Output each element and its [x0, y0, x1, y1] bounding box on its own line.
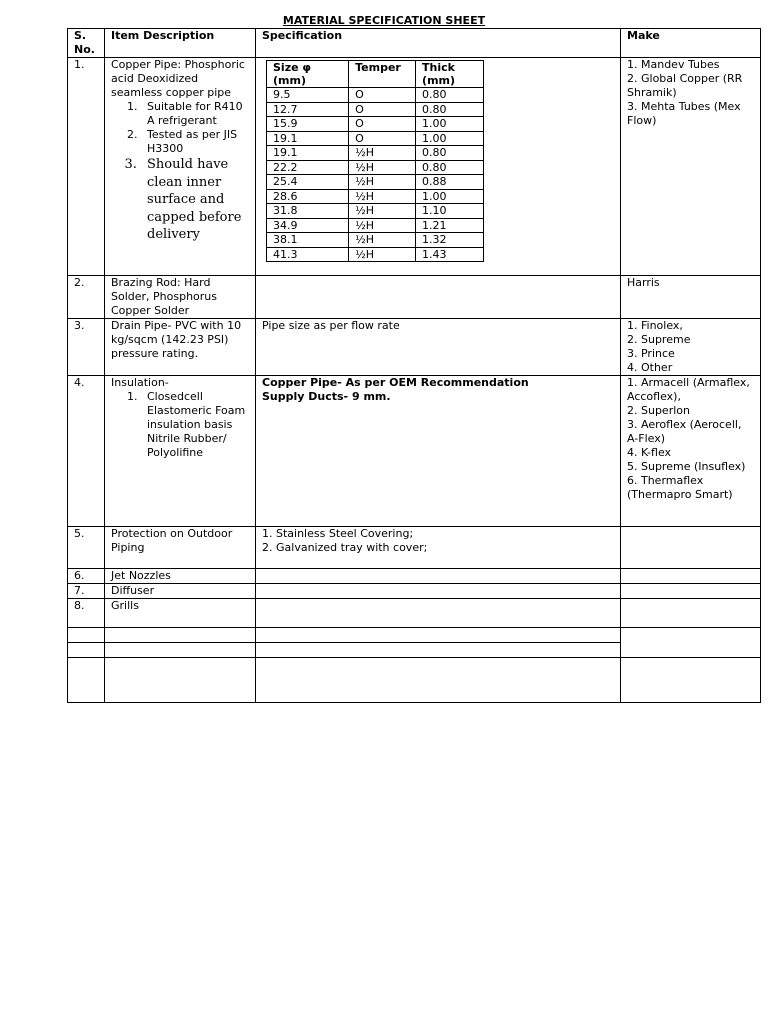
row-specification [256, 276, 621, 319]
make-item: 4. K-flex [627, 446, 672, 459]
make-item: 1. Finolex, [627, 319, 683, 332]
pipe-size-value: 25.4 [267, 175, 349, 190]
row-specification [256, 58, 621, 276]
row-specification [256, 569, 621, 584]
temper-value: ½H [349, 218, 416, 233]
empty-cell [256, 643, 621, 658]
row-item-description: Jet Nozzles [105, 569, 256, 584]
pipe-size-row [267, 88, 484, 103]
list-item: 3. Should have clean inner surface and capped before delivery [141, 156, 249, 244]
spec-line: Supply Ducts- 9 mm. [262, 390, 391, 403]
pipe-size-value: 28.6 [267, 189, 349, 204]
make-item: 3. Mehta Tubes (Mex Flow) [627, 100, 741, 127]
row-make [621, 527, 761, 569]
temper-value: ½H [349, 175, 416, 190]
page-title: MATERIAL SPECIFICATION SHEET [282, 14, 486, 27]
pipe-size-table [266, 60, 484, 262]
temper-value: ½H [349, 204, 416, 219]
make-item: 2. Superlon [627, 404, 690, 417]
empty-cell [256, 628, 621, 643]
empty-cell [105, 643, 256, 658]
pipe-size-value: 22.2 [267, 160, 349, 175]
row-make [621, 376, 761, 527]
row-sno: 2. [68, 276, 105, 319]
temper-value: O [349, 131, 416, 146]
temper-value: ½H [349, 247, 416, 262]
thickness-value: 1.21 [416, 218, 484, 233]
thickness-value: 1.43 [416, 247, 484, 262]
temper-value: ½H [349, 233, 416, 248]
pipe-size-value: 41.3 [267, 247, 349, 262]
spec-line: Copper Pipe- As per OEM Recommendation [262, 376, 529, 389]
row-item-description [105, 58, 256, 276]
row-item-description: Brazing Rod: Hard Solder, Phosphorus Copper Solder [105, 276, 256, 319]
thickness-value: 0.80 [416, 102, 484, 117]
temper-value: O [349, 117, 416, 132]
spec-line: 1. Stainless Steel Covering; [262, 527, 414, 540]
header-row [68, 29, 761, 58]
thickness-header: Thick (mm) [416, 61, 484, 88]
spec-line: 2. Galvanized tray with cover; [262, 541, 428, 554]
pipe-size-row [267, 175, 484, 190]
list-item: 1. Closedcell Elastomeric Foam insulation basis Nitrile Rubber/ Polyolifine [141, 390, 249, 460]
row-make [621, 584, 761, 599]
empty-cell [68, 628, 105, 643]
pipe-size-value: 19.1 [267, 131, 349, 146]
specification-table [67, 28, 761, 703]
empty-cell [105, 658, 256, 703]
row-sno: 4. [68, 376, 105, 527]
pipe-size-value: 12.7 [267, 102, 349, 117]
temper-header: Temper [349, 61, 416, 88]
row-make [621, 276, 761, 319]
pipe-size-value: 19.1 [267, 146, 349, 161]
pipe-size-value: 9.5 [267, 88, 349, 103]
table-row [68, 319, 761, 376]
empty-cell [256, 658, 621, 703]
row-sno: 5. [68, 527, 105, 569]
pipe-size-row [267, 102, 484, 117]
header-sno: S. No. [68, 29, 105, 58]
row-specification: Pipe size as per flow rate [256, 319, 621, 376]
make-item: 2. Supreme [627, 333, 691, 346]
make-item: 1. Mandev Tubes [627, 58, 720, 71]
thickness-value: 0.88 [416, 175, 484, 190]
row-specification [256, 527, 621, 569]
temper-value: ½H [349, 189, 416, 204]
row-specification [256, 376, 621, 527]
empty-cell [621, 628, 761, 658]
header-item-description: Item Description [105, 29, 256, 58]
header-specification: Specification [256, 29, 621, 58]
list-item: 1. Suitable for R410 A refrigerant [141, 100, 249, 128]
table-row [68, 58, 761, 276]
temper-value: O [349, 88, 416, 103]
thickness-value: 1.32 [416, 233, 484, 248]
row-sno: 1. [68, 58, 105, 276]
row-item-description: Drain Pipe- PVC with 10 kg/sqcm (142.23 PSI) pressure rating. [105, 319, 256, 376]
make-item: 5. Supreme (Insuflex) [627, 460, 746, 473]
make-item: 3. Aeroflex (Aerocell, A-Flex) [627, 418, 742, 445]
pipe-size-row [267, 233, 484, 248]
thickness-value: 0.80 [416, 146, 484, 161]
item-text: Copper Pipe: Phosphoric acid Deoxidized seamless copper pipe [111, 58, 245, 99]
row-specification [256, 599, 621, 628]
thickness-value: 1.10 [416, 204, 484, 219]
header-make: Make [621, 29, 761, 58]
pipe-size-row [267, 189, 484, 204]
item-list [111, 100, 249, 244]
row-make [621, 599, 761, 628]
row-make [621, 58, 761, 276]
row-specification [256, 584, 621, 599]
item-text: Insulation- [111, 376, 169, 389]
pipe-size-row [267, 247, 484, 262]
pipe-size-row [267, 117, 484, 132]
thickness-value: 1.00 [416, 189, 484, 204]
row-sno: 3. [68, 319, 105, 376]
list-item: 2. Tested as per JIS H3300 [141, 128, 249, 156]
pipe-size-value: 31.8 [267, 204, 349, 219]
pipe-size-row [267, 218, 484, 233]
make-item: 2. Global Copper (RR Shramik) [627, 72, 743, 99]
table-row [68, 527, 761, 569]
table-row [68, 599, 761, 628]
empty-cell [68, 658, 105, 703]
row-item-description [105, 376, 256, 527]
make-item: 3. Prince [627, 347, 675, 360]
item-list [111, 390, 249, 460]
row-item-description: Diffuser [105, 584, 256, 599]
pipe-size-header: Size φ (mm) [267, 61, 349, 88]
empty-row [68, 658, 761, 703]
pipe-size-header-row [267, 61, 484, 88]
thickness-value: 0.80 [416, 88, 484, 103]
empty-cell [621, 658, 761, 703]
make-item: Harris [627, 276, 660, 289]
row-make [621, 319, 761, 376]
pipe-size-value: 34.9 [267, 218, 349, 233]
pipe-size-value: 15.9 [267, 117, 349, 132]
table-row [68, 276, 761, 319]
thickness-value: 0.80 [416, 160, 484, 175]
make-item: 6. Thermaflex (Thermapro Smart) [627, 474, 733, 501]
table-row [68, 376, 761, 527]
row-sno: 6. [68, 569, 105, 584]
empty-cell [68, 643, 105, 658]
make-item: 1. Armacell (Armaflex, Accoflex), [627, 376, 750, 403]
empty-cell [105, 628, 256, 643]
pipe-size-value: 38.1 [267, 233, 349, 248]
pipe-size-row [267, 131, 484, 146]
table-row [68, 569, 761, 584]
pipe-size-row [267, 204, 484, 219]
row-item-description: Protection on Outdoor Piping [105, 527, 256, 569]
temper-value: O [349, 102, 416, 117]
row-sno: 7. [68, 584, 105, 599]
thickness-value: 1.00 [416, 117, 484, 132]
row-sno: 8. [68, 599, 105, 628]
row-item-description: Grills [105, 599, 256, 628]
table-row [68, 584, 761, 599]
thickness-value: 1.00 [416, 131, 484, 146]
empty-row [68, 628, 761, 643]
temper-value: ½H [349, 146, 416, 161]
pipe-size-row [267, 146, 484, 161]
temper-value: ½H [349, 160, 416, 175]
make-item: 4. Other [627, 361, 673, 374]
pipe-size-row [267, 160, 484, 175]
row-make [621, 569, 761, 584]
